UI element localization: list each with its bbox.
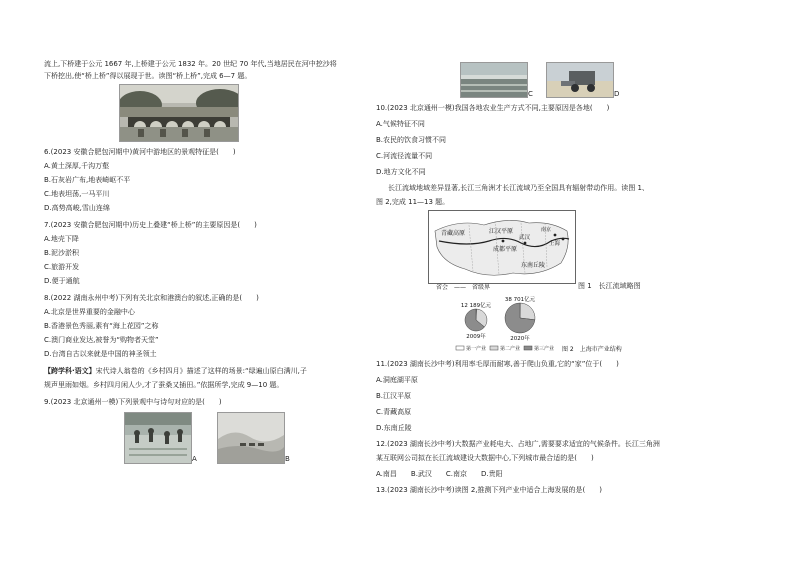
photo-b-label: B — [285, 455, 290, 463]
question-11-option-b: B.江汉平原 — [376, 392, 412, 400]
question-7-option-a: A.地壳下降 — [44, 235, 79, 243]
cross-subject-tag: 【跨学科·语文】 — [44, 367, 96, 375]
cross-subject-line-2: 规声里雨如烟。乡村四月闲人少,才了蚕桑又插田。”依据所学,完成 9—10 题。 — [44, 381, 284, 389]
cross-subject-line-1 — [44, 367, 307, 376]
question-11-option-c: C.青藏高原 — [376, 408, 412, 416]
pie-year-label: 2020年 — [510, 336, 530, 342]
map-label-shanghai: 上海 — [549, 241, 561, 247]
question-10-option-a: A.气候特征不同 — [376, 120, 425, 128]
map-label-nanjing: 南京 — [541, 227, 552, 233]
question-6-option-d: D.高势高峻,雪山连绵 — [44, 204, 110, 212]
question-11-option-a: A.洞庭湖平原 — [376, 376, 418, 384]
question-8-option-a: A.北京是世界重要的金融中心 — [44, 308, 135, 316]
intro-line-4: 图 2,完成 11—13 题。 — [376, 198, 450, 206]
pie-slice-2020年-第二产业 — [520, 303, 535, 320]
question-12-line-2: 某互联网公司拟在长江流域建设大数据中心,下列城市最合适的是( ) — [376, 454, 594, 462]
question-6-option-c: C.地表坦荡,一马平川 — [44, 190, 110, 198]
intro-line-3: 长江流域地域差异显著,长江三角洲才长江流域乃至全国具有辐射带动作用。读图 1、 — [388, 184, 649, 192]
question-6: 6.(2023 安徽合肥包河期中)黄河中游地区的景观特征是( ) — [44, 148, 236, 156]
map-caption: 图 1 长江流域略图 — [578, 282, 641, 290]
question-6-option-a: A.黄土深厚,千沟万壑 — [44, 162, 110, 170]
question-6-option-b: B.石灰岩广布,地表崎岖不平 — [44, 176, 131, 184]
question-10-option-c: C.河流径流量不同 — [376, 152, 433, 160]
pie-chart-title: 图 2 上海市产业结构 — [562, 346, 622, 353]
question-7-option-c: C.旅游开发 — [44, 263, 80, 271]
pie-total-label: 38 701亿元 — [504, 297, 536, 303]
question-10-option-b: B.农民的饮食习惯不同 — [376, 136, 447, 144]
question-11-option-d: D.东南丘陵 — [376, 424, 412, 432]
photo-d-label: D — [614, 90, 620, 98]
photo-c-label: C — [528, 90, 533, 98]
intro-line-2: 下桥挖出,使“桥上桥”得以展现于世。读图“桥上桥”,完成 6—7 题。 — [44, 72, 252, 80]
terrace-photo-c — [460, 62, 528, 98]
question-13: 13.(2023 湖南长沙中考)读图 2,推测下列产业中适合上海发展的是( ) — [376, 486, 602, 494]
industry-structure-pie-chart — [454, 294, 654, 356]
question-8: 8.(2022 湖南永州中考)下列有关北京和港澳台的叙述,正确的是( ) — [44, 294, 259, 302]
map-legend: 省会 —— 省级界 — [436, 284, 491, 291]
legend-label: 第二产业 — [500, 346, 521, 352]
question-9: 9.(2023 北京通州一模)下列景观中与诗句对应的是( ) — [44, 398, 222, 406]
pie-year-label: 2009年 — [466, 334, 486, 340]
question-10: 10.(2023 北京通州一模)我国各地农业生产方式不同,主要原因是各地( ) — [376, 104, 610, 112]
pie-total-label: 12 189亿元 — [460, 303, 492, 309]
legend-label: 第一产业 — [466, 346, 487, 352]
cross-subject-text: 宋代诗人翁卷的《乡村四月》描述了这样的场景:“绿遍山原白满川,子 — [95, 367, 307, 375]
legend-label: 第三产业 — [534, 346, 555, 352]
intro-line-1: 流上,下桥建于公元 1667 年,上桥建于公元 1832 年。20 世纪 70 年代,当地居民在河中挖沙将 — [44, 60, 337, 68]
question-8-option-b: B.香港景色秀丽,素有“海上花园”之称 — [44, 322, 159, 330]
question-11: 11.(2023 湖南长沙中考)利用率毛厚而耐寒,善于爬山负重,它的“家”位于( ) — [376, 360, 619, 368]
question-7: 7.(2023 安徽合肥包河期中)历史上叠建“桥上桥”的主要原因是( ) — [44, 221, 257, 229]
question-8-option-c: C.澳门商业发达,被誉为“购物者天堂” — [44, 336, 159, 344]
question-12-line-1: 12.(2023 湖南长沙中考)大数据产业耗电大、占地广,需要要求适宜的气候条件。长江三角洲 — [376, 440, 660, 448]
yangtze-basin-map — [428, 210, 576, 284]
bridge-on-bridge-photo — [119, 84, 239, 142]
legend-swatch — [456, 346, 464, 350]
harvester-photo-d — [546, 62, 614, 98]
map-label-wuhan: 武汉 — [519, 235, 531, 241]
question-12-options: A.南昌 B.武汉 C.南京 D.贵阳 — [376, 470, 503, 478]
photo-a-label: A — [192, 455, 197, 463]
legend-swatch — [524, 346, 532, 350]
map-label-dongnan: 东南丘陵 — [521, 262, 546, 269]
map-label-jianghan: 江汉平原 — [489, 228, 514, 235]
desert-photo-b — [217, 412, 285, 464]
legend-swatch — [490, 346, 498, 350]
map-label-qinghai: 青藏高原 — [441, 230, 466, 237]
question-8-option-d: D.台湾自古以来就是中国的神圣领土 — [44, 350, 157, 358]
paddy-field-photo-a — [124, 412, 192, 464]
question-7-option-d: D.便于通航 — [44, 277, 80, 285]
question-7-option-b: B.泥沙淤积 — [44, 249, 80, 257]
question-10-option-d: D.地方文化不同 — [376, 168, 426, 176]
map-label-chengdu: 成都平原 — [493, 246, 518, 253]
